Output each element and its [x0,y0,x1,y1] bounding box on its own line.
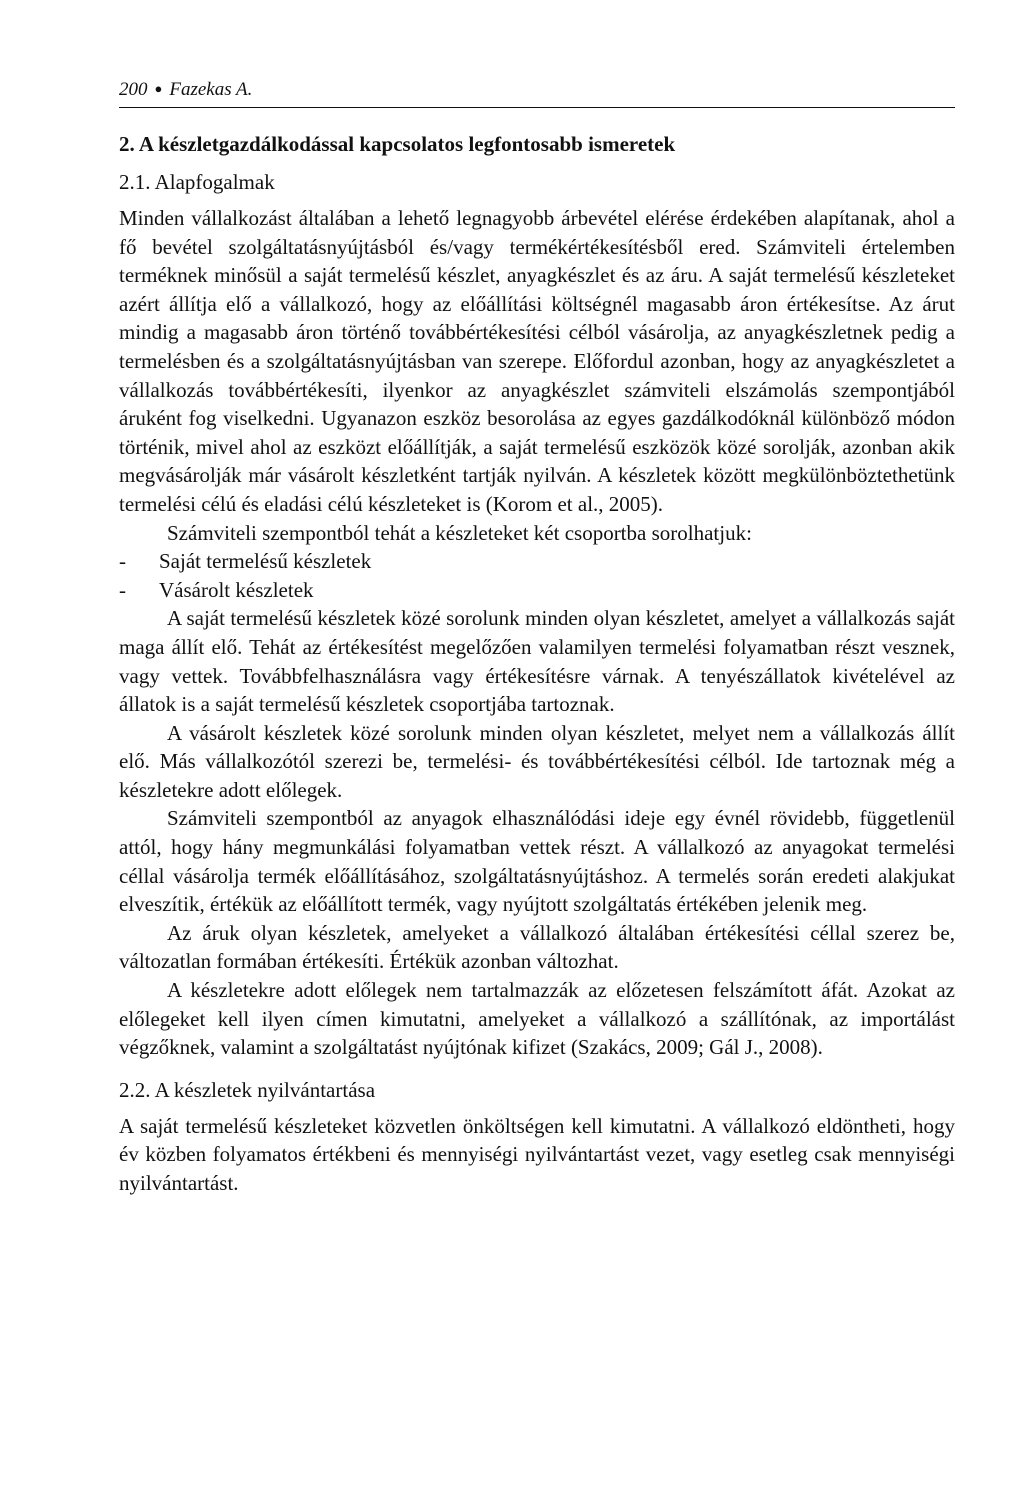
list-item-text: Saját termelésű készletek [159,549,372,574]
paragraph: A saját termelésű készletek közé sorolunk minden olyan készletet, amelyet a vállalkozás saját maga állít elő. Tehát az értékesítést megelőzően valamilyen termelési folyamatban részt vesznek, vagy vettek. Továbbfelhasználásra vagy értékesítésre várnak. A tenyészállatok kivételével az állatok is a saját termelésű készletek csoportjába tartoznak. [119,606,955,717]
paragraph: Minden vállalkozást általában a lehető legnagyobb árbevétel elérése érdekében alapítanak, ahol a fő bevétel szolgáltatásnyújtásból és/vagy termékértékesítésből ered. Számviteli értelemben terméknek minősül a saját termelésű készlet, anyagkészlet és az áru. A saját termelésű készleteket azért állítja elő a vállalkozó, hogy az előállítási költségnél magasabb áron értékesítse. Az árut mindig a magasabb áron történő továbbértékesítési célból vásárolja, az anyagkészletnek pedig a termelésben és a szolgáltatásnyújtásban van szerepe. Előfordul azonban, hogy az anyagkészletet a vállalkozás továbbértékesíti, ilyenkor az anyagkészlet számviteli elszámolás szempontjából áruként fog viselkedni. Ugyanazon eszköz besorolása az egyes gazdálkodóknál különböző módon történik, mivel ahol az eszközt előállítják, a saját termelésű eszközök közé sorolják, azonban akik megvásárolják már vásárolt készletként tartják nyilván. A készletek között megkülönböztethetünk termelési célú és eladási célú készleteket is (Korom et al., 2005). [119,206,955,516]
list-item [119,547,955,576]
author-name: Fazekas A. [169,79,253,100]
document-page [119,78,955,1198]
paragraph: Számviteli szempontból az anyagok elhasználódási ideje egy évnél rövidebb, függetlenül attól, hogy hány megmunkálási folyamatban vettek részt. A vállalkozó az anyagokat termelési céllal vásárolja termék előállításához, szolgáltatásnyújtáshoz. A termelés során eredeti alakjukat elveszítik, értékük az előállított termék, vagy nyújtott szolgáltatás értékében jelenik meg. [119,806,955,917]
list-item-text: Vásárolt készletek [159,577,314,602]
bullet-separator-icon: ● [154,81,163,96]
paragraph: Az áruk olyan készletek, amelyeket a vállalkozó általában értékesítési céllal szerez be, változatlan formában értékesíti. Értékük azonban változhat. [119,920,955,974]
dash-bullet-icon: - [119,577,126,602]
dash-bullet-icon: - [119,549,126,574]
paragraph: A vásárolt készletek közé sorolunk minden olyan készletet, melyet nem a vállalkozás állít elő. Más vállalkozótól szerezi be, termelési- és továbbértékesítési célból. Ide tartoznak még a készletekre adott előlegek. [119,720,955,802]
paragraph: Számviteli szempontból tehát a készleteket két csoportba sorolhatjuk: [167,520,752,545]
paragraph: A készletekre adott előlegek nem tartalmazzák az előzetesen felszámított áfát. Azokat az előlegeket kell ilyen címen kimutatni, amelyeket a vállalkozó a szállítónak, az importálást végzőknek, valamint a szolgáltatást nyújtónak kifizet (Szakács, 2009; Gál J., 2008). [119,978,955,1060]
running-header [119,78,955,108]
paragraph: A saját termelésű készleteket közvetlen önköltségen kell kimutatni. A vállalkozó eldöntheti, hogy év közben folyamatos értékbeni és mennyiségi nyilvántartást vezet, vagy esetleg csak mennyiségi nyilvántartást. [119,1113,955,1195]
page-number: 200 [119,79,148,100]
inventory-category-list [119,547,955,604]
subsection-heading-nyilvantartas: 2.2. A készletek nyilvántartása [119,1077,376,1102]
list-item [119,576,955,605]
subsection-heading-alapfogalmak: 2.1. Alapfogalmak [119,170,275,194]
section-heading: 2. A készletgazdálkodással kapcsolatos legfontosabb ismeretek [119,132,676,156]
